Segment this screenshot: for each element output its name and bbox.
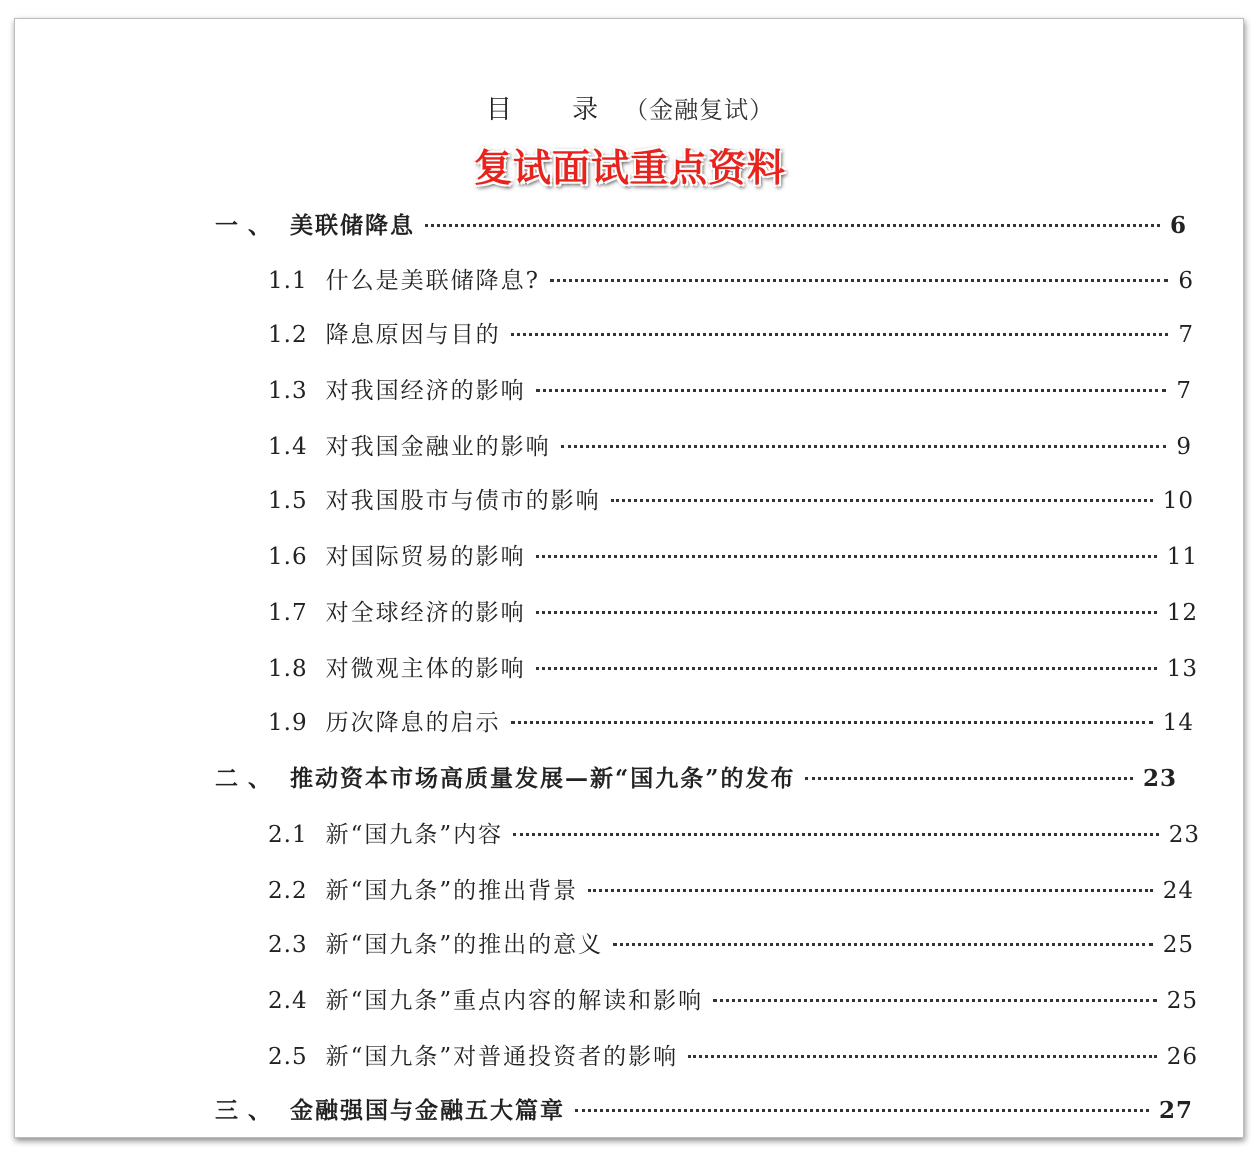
toc-entry-label: 美联储降息: [290, 212, 416, 239]
toc-dot-leader: [536, 389, 1167, 392]
toc-entry-number: 1.5: [268, 488, 308, 514]
toc-entry-label: 新“国九条”内容: [325, 822, 504, 848]
toc-entry-number: 2.5: [268, 1044, 308, 1070]
toc-entry-page: 10: [1162, 488, 1194, 514]
toc-entry-page: 13: [1166, 656, 1198, 682]
toc-entry-page: 14: [1162, 710, 1194, 736]
toc-entry[interactable]: [268, 430, 1192, 464]
toc-dot-leader: [688, 1055, 1157, 1058]
toc-entry-page: 7: [1178, 322, 1194, 348]
toc-dot-leader: [611, 499, 1153, 502]
toc-entry[interactable]: [268, 874, 1194, 908]
toc-entry[interactable]: [215, 762, 1177, 796]
toc-entry-number: 1.6: [268, 544, 308, 570]
toc-entry-label: 新“国九条”重点内容的解读和影响: [325, 988, 704, 1014]
toc-entry-page: 6: [1169, 212, 1187, 239]
highlight-stamp: 复试面试重点资料: [473, 146, 786, 190]
toc-entry-page: 7: [1176, 378, 1192, 404]
toc-entry-label: 对全球经济的影响: [325, 600, 526, 626]
toc-entry-number: 2.4: [268, 988, 308, 1014]
toc-entry-number: 三 、: [215, 1097, 273, 1124]
toc-entry-label: 什么是美联储降息?: [325, 268, 540, 294]
toc-dot-leader: [536, 611, 1157, 614]
toc-entry-number: 2.3: [268, 932, 308, 958]
toc-entry-page: 23: [1142, 765, 1177, 792]
toc-entry-page: 23: [1168, 822, 1200, 848]
toc-entry[interactable]: [268, 818, 1200, 852]
toc-entry[interactable]: [268, 264, 1194, 298]
toc-dot-leader: [588, 889, 1153, 892]
toc-entry-label: 对微观主体的影响: [325, 656, 526, 682]
toc-dot-leader: [511, 721, 1153, 724]
toc-entry[interactable]: [268, 596, 1198, 630]
toc-dot-leader: [425, 224, 1160, 227]
toc-entry-label: 对我国经济的影响: [325, 378, 526, 404]
toc-entry[interactable]: [215, 1094, 1193, 1128]
toc-entry-page: 25: [1162, 932, 1194, 958]
toc-entry[interactable]: [268, 484, 1194, 518]
toc-entry-label: 推动资本市场高质量发展—新“国九条”的发布: [290, 765, 796, 792]
toc-entry-number: 1.8: [268, 656, 308, 682]
toc-entry[interactable]: [268, 540, 1198, 574]
toc-entry-label: 对国际贸易的影响: [325, 544, 526, 570]
toc-entry-label: 历次降息的启示: [325, 710, 501, 736]
toc-entry-number: 2.1: [268, 822, 308, 848]
toc-entry-number: 1.2: [268, 322, 308, 348]
toc-entry[interactable]: [268, 652, 1198, 686]
toc-entry-page: 24: [1162, 878, 1194, 904]
toc-entry-number: 1.9: [268, 710, 308, 736]
toc-dot-leader: [550, 279, 1168, 282]
toc-entry-label: 降息原因与目的: [325, 322, 501, 348]
toc-entry[interactable]: [268, 318, 1194, 352]
toc-dot-leader: [805, 777, 1133, 780]
toc-dot-leader: [536, 555, 1157, 558]
toc-dot-leader: [713, 999, 1157, 1002]
toc-entry[interactable]: [268, 928, 1194, 962]
toc-title: [15, 89, 1245, 126]
toc-entry-label: 对我国金融业的影响: [325, 434, 551, 460]
toc-entry-page: 6: [1178, 268, 1194, 294]
toc-entry-label: 对我国股市与债市的影响: [325, 488, 601, 514]
toc-entry-number: 1.3: [268, 378, 308, 404]
toc-entry-page: 11: [1166, 544, 1198, 570]
toc-entry-page: 9: [1176, 434, 1192, 460]
toc-entry-number: 2.2: [268, 878, 308, 904]
toc-entry-number: 一 、: [215, 212, 273, 239]
toc-dot-leader: [513, 833, 1159, 836]
toc-entry-label: 新“国九条”对普通投资者的影响: [325, 1044, 679, 1070]
toc-entry[interactable]: [268, 984, 1198, 1018]
toc-entry-page: 26: [1166, 1044, 1198, 1070]
toc-dot-leader: [613, 943, 1153, 946]
toc-entry[interactable]: [215, 209, 1187, 243]
toc-entry[interactable]: [268, 706, 1194, 740]
toc-dot-leader: [511, 333, 1169, 336]
toc-dot-leader: [561, 445, 1167, 448]
toc-entry-page: 12: [1166, 600, 1198, 626]
toc-dot-leader: [575, 1109, 1149, 1112]
document-page: [14, 18, 1244, 1138]
toc-entry[interactable]: [268, 374, 1192, 408]
toc-entry-page: 25: [1166, 988, 1198, 1014]
toc-entry-label: 新“国九条”的推出的意义: [325, 932, 604, 958]
toc-entry[interactable]: [268, 1040, 1198, 1074]
toc-entry-label: 新“国九条”的推出背景: [325, 878, 579, 904]
toc-entry-page: 27: [1158, 1097, 1193, 1124]
toc-dot-leader: [536, 667, 1157, 670]
toc-entry-number: 二 、: [215, 765, 273, 792]
toc-entry-label: 金融强国与金融五大篇章: [290, 1097, 566, 1124]
toc-entry-number: 1.7: [268, 600, 308, 626]
toc-entry-number: 1.4: [268, 434, 308, 460]
toc-title-main: 目 录: [485, 95, 625, 125]
toc-title-subtitle: （金融复试）: [624, 96, 775, 124]
toc-entry-number: 1.1: [268, 268, 308, 294]
